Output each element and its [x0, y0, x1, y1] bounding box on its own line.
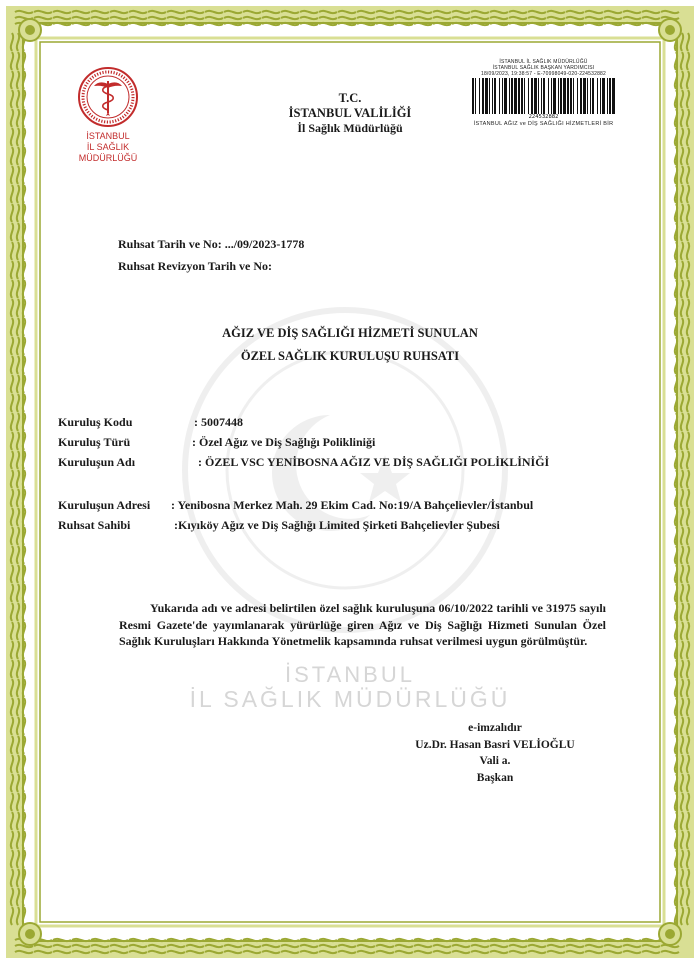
- barcode-line-2: İSTANBUL SAĞLIK BAŞKAN YARDIMCISI: [492, 65, 595, 71]
- watermark-line-1: İSTANBUL: [285, 662, 415, 687]
- barcode-line-1: İSTANBUL İL SAĞLIK MÜDÜRLÜĞÜ: [499, 59, 588, 65]
- field-label-type: Kuruluş Türü: [58, 435, 131, 449]
- approval-paragraph: Yukarıda adı ve adresi belirtilen özel sağlık kuruluşuna 06/10/2022 tarihli ve 31975 sayılı Resmi Gazete'de yayımlanarak yürürlüğe giren Ağız ve Diş Sağlığı Hizmeti Sunulan Özel Sağlık Kuruluşları Hakkında Yönetmelik kapsamında ruhsat verilmesi uygun görülmüştür.: [119, 601, 606, 648]
- barcode-line-3: 18/09/2023, 19:38:57 - E-70998049-020-224532882: [480, 71, 607, 77]
- field-value-code: : 5007448: [194, 415, 243, 429]
- title-line-2: ÖZEL SAĞLIK KURULUŞU RUHSATI: [240, 349, 460, 363]
- permit-info: [118, 233, 304, 277]
- signature-block: [385, 720, 605, 786]
- header-line-2: İSTANBUL VALİLİĞİ: [288, 106, 412, 120]
- barcode-number: 224532882: [528, 114, 559, 120]
- signature-role-1: Vali a.: [479, 755, 511, 767]
- field-label-address: Kuruluşun Adresi: [58, 498, 151, 512]
- signature-role-2: Başkan: [476, 771, 514, 784]
- field-label-code: Kuruluş Kodu: [58, 415, 133, 429]
- header-line-3: İl Sağlık Müdürlüğü: [297, 121, 403, 135]
- logo-line-1: İSTANBUL: [86, 131, 130, 141]
- barcode-footer: İSTANBUL AĞIZ ve DİŞ SAĞLIĞI HİZMETLERİ BİR: [473, 121, 614, 127]
- field-value-name: : ÖZEL VSC YENİBOSNA AĞIZ VE DİŞ SAĞLIĞI POLİKLİNİĞİ: [198, 455, 550, 469]
- title-line-1: AĞIZ VE DİŞ SAĞLIĞI HİZMETİ SUNULAN: [222, 326, 478, 340]
- logo-line-2: İL SAĞLIK MÜDÜRLÜĞÜ: [78, 142, 138, 163]
- document-title: [0, 322, 700, 368]
- permit-date-value: .../09/2023-1778: [224, 237, 305, 251]
- field-value-address: : Yenibosna Merkez Mah. 29 Ekim Cad. No:19/A Bahçelievler/İstanbul: [171, 498, 534, 512]
- signature-name: Uz.Dr. Hasan Basri VELİOĞLU: [415, 738, 575, 751]
- header-line-1: T.C.: [338, 91, 362, 105]
- barcode-bars-icon: [471, 78, 616, 114]
- signature-note: e-imzalıdır: [468, 722, 522, 734]
- field-value-owner: :Kıyıköy Ağız ve Diş Sağlığı Limited Şirketi Bahçelievler Şubesi: [174, 518, 500, 532]
- institution-logo: [62, 66, 154, 164]
- ministry-of-health-emblem-icon: [77, 66, 139, 128]
- field-value-type: : Özel Ağız ve Diş Sağlığı Polikliniği: [192, 435, 376, 449]
- field-label-name: Kuruluşun Adı: [58, 455, 136, 469]
- permit-date-label: Ruhsat Tarih ve No:: [118, 237, 222, 251]
- document-header: [250, 91, 450, 136]
- watermark-line-2: İL SAĞLIK MÜDÜRLÜĞÜ: [189, 686, 511, 712]
- e-signature-barcode: [466, 59, 621, 127]
- permit-date-number: [118, 233, 304, 255]
- permit-revision-label: Ruhsat Revizyon Tarih ve No:: [118, 259, 273, 273]
- field-label-owner: Ruhsat Sahibi: [58, 518, 131, 532]
